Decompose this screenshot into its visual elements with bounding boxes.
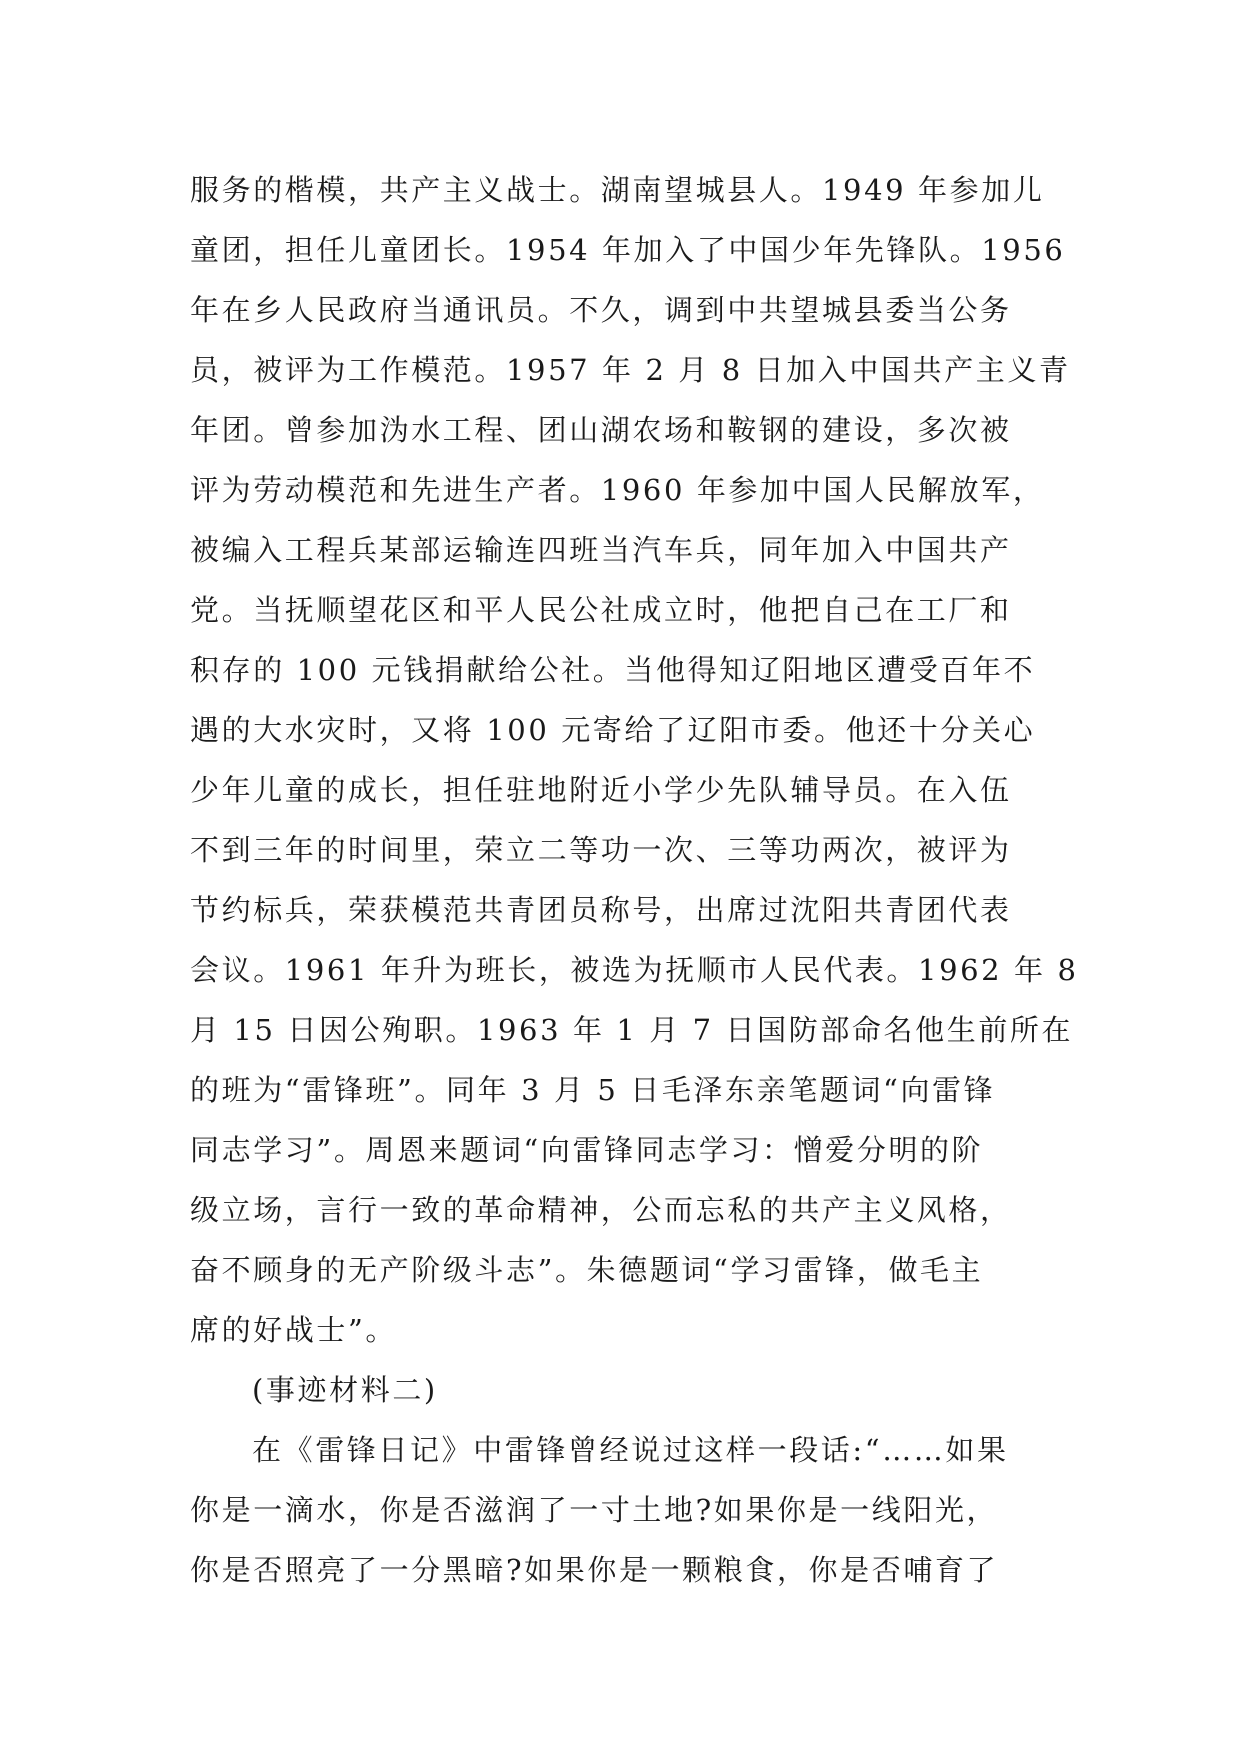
text-line: 积存的 100 元钱捐献给公社。当他得知辽阳地区遭受百年不 — [190, 653, 1036, 687]
text-line: 年团。曾参加沩水工程、团山湖农场和鞍钢的建设，多次被 — [190, 413, 1012, 447]
text-line: 节约标兵，荣获模范共青团员称号，出席过沈阳共青团代表 — [190, 893, 1012, 927]
text-line: 你是否照亮了一分黑暗?如果你是一颗粮食，你是否哺育了 — [190, 1553, 999, 1587]
text-line: 不到三年的时间里，荣立二等功一次、三等功两次，被评为 — [190, 833, 1012, 867]
text-line: 奋不顾身的无产阶级斗志”。朱德题词“学习雷锋，做毛主 — [190, 1253, 984, 1287]
text-line: 服务的楷模，共产主义战士。湖南望城县人。1949 年参加儿 — [190, 173, 1045, 207]
text-line: 童团，担任儿童团长。1954 年加入了中国少年先锋队。1956 — [190, 233, 1066, 267]
text-line: 评为劳动模范和先进生产者。1960 年参加中国人民解放军， — [190, 473, 1045, 507]
text-line: 员，被评为工作模范。1957 年 2 月 8 日加入中国共产主义青 — [190, 353, 1071, 387]
text-line: 级立场，言行一致的革命精神，公而忘私的共产主义风格， — [190, 1193, 1012, 1227]
text-line: 同志学习”。周恩来题词“向雷锋同志学习：憎爱分明的阶 — [190, 1133, 984, 1167]
text-line: 你是一滴水，你是否滋润了一寸土地?如果你是一线阳光， — [190, 1493, 999, 1527]
text-line: 被编入工程兵某部运输连四班当汽车兵，同年加入中国共产 — [190, 533, 1012, 567]
text-line: 的班为“雷锋班”。同年 3 月 5 日毛泽东亲笔题词“向雷锋 — [190, 1073, 996, 1107]
text-line: 会议。1961 年升为班长，被选为抚顺市人民代表。1962 年 8 — [190, 953, 1079, 987]
paragraph-biography — [190, 160, 1079, 1360]
text-line: 年在乡人民政府当通讯员。不久，调到中共望城县委当公务 — [190, 293, 1012, 327]
heading-text: (事迹材料二) — [252, 1373, 438, 1407]
document-body — [190, 160, 1079, 1600]
text-line: 少年儿童的成长，担任驻地附近小学少先队辅导员。在入伍 — [190, 773, 1012, 807]
paragraph-diary-quote — [190, 1420, 1060, 1600]
text-line: 月 15 日因公殉职。1963 年 1 月 7 日国防部命名他生前所在 — [190, 1013, 1074, 1047]
text-line: 席的好战士”。 — [190, 1313, 398, 1347]
text-line: 党。当抚顺望花区和平人民公社成立时，他把自己在工厂和 — [190, 593, 1012, 627]
text-line: 遇的大水灾时，又将 100 元寄给了辽阳市委。他还十分关心 — [190, 713, 1036, 747]
text-line: 在《雷锋日记》中雷锋曾经说过这样一段话:“……如果 — [252, 1433, 1009, 1467]
section-heading — [190, 1360, 1060, 1420]
